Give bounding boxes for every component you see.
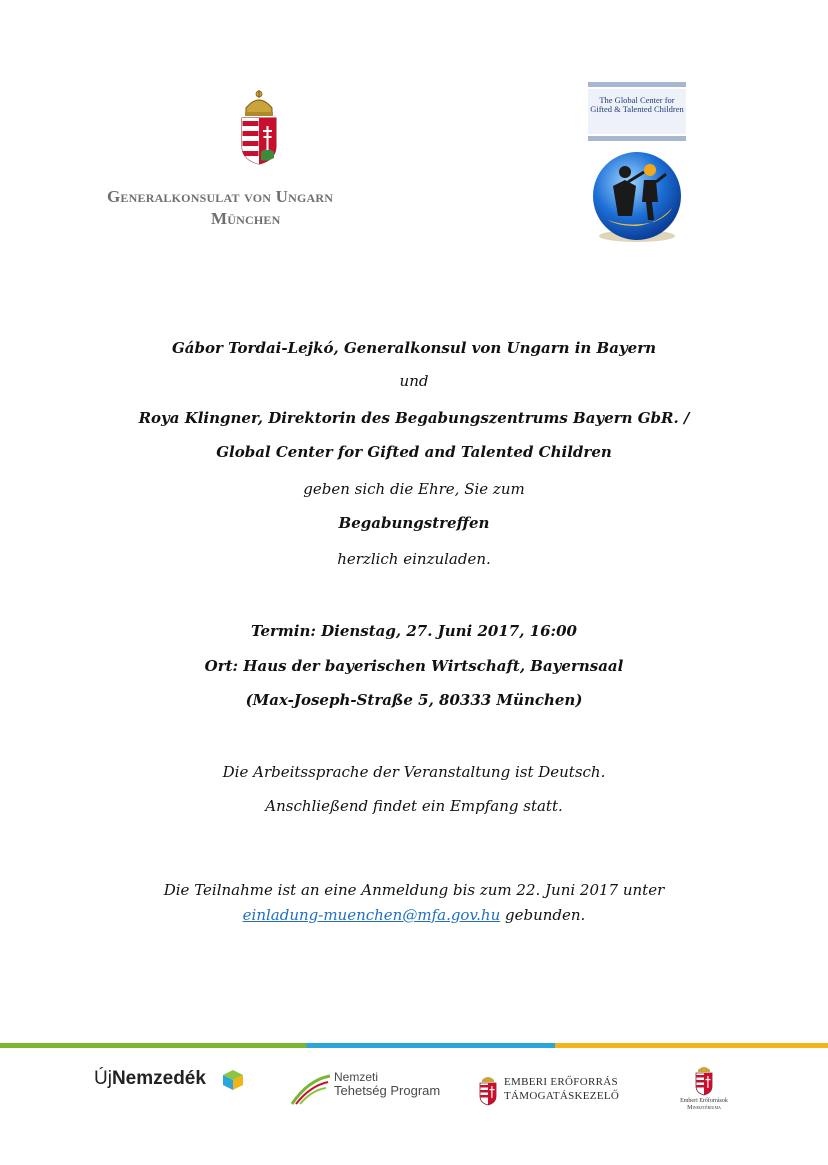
- conjunction-und: und: [399, 372, 429, 390]
- ministry-text-b: Minisztériuma: [687, 1105, 721, 1111]
- emberi-eroforras-tamogataskezelo-logo: [478, 1072, 638, 1110]
- host-1: Gábor Tordai-Lejkó, Generalkonsul von Ungarn in Bayern: [171, 339, 657, 357]
- global-center-logo: [586, 82, 688, 246]
- host-2-line-1: Roya Klingner, Direktorin des Begabungszentrums Bayern GbR. /: [138, 409, 690, 427]
- event-place: Ort: Haus der bayerischen Wirtschaft, Bayernsaal: [204, 657, 624, 675]
- coat-of-arms-small-icon: [478, 1074, 498, 1106]
- email-link[interactable]: einladung-muenchen@mfa.gov.hu: [242, 906, 501, 924]
- registration-tail: gebunden.: [500, 906, 586, 924]
- logo-bar-bottom: [588, 136, 686, 141]
- logo-bar-top: [588, 82, 686, 87]
- hungary-coat-of-arms-icon: [236, 88, 282, 166]
- consulate-city: München: [211, 209, 281, 228]
- uj-nemzedek-text-b: Nemzedék: [111, 1068, 206, 1089]
- cube-icon: [222, 1069, 244, 1091]
- nemzeti-text: Nemzeti: [334, 1070, 379, 1084]
- consulate-title: Generalkonsulat von Ungarn: [107, 187, 334, 206]
- footer-color-stripe: [0, 1043, 828, 1048]
- language-note: Die Arbeitssprache der Veranstaltung ist Deutsch.: [222, 763, 606, 781]
- event-name: Begabungstreffen: [338, 514, 490, 532]
- emberi-eroforrasok-miniszteriuma-logo: [664, 1064, 744, 1114]
- registration-line-2: [0, 905, 828, 925]
- tamogataskezelo-text: TÁMOGATÁSKEZELŐ: [504, 1090, 620, 1102]
- global-center-logo-text: The Global Center for Gifted & Talented Children: [590, 95, 684, 114]
- nemzeti-tehetseg-program-logo: [290, 1070, 450, 1110]
- consulate-name: [107, 186, 427, 230]
- honor-line: geben sich die Ehre, Sie zum: [303, 480, 525, 498]
- event-date: Termin: Dienstag, 27. Juni 2017, 16:00: [251, 622, 577, 640]
- host-2-line-2: Global Center for Gifted and Talented Children: [216, 443, 612, 461]
- eroforras-text: EMBERI ERŐFORRÁS: [504, 1076, 618, 1088]
- children-globe-icon: [588, 150, 686, 244]
- registration-line-1: Die Teilnahme ist an eine Anmeldung bis zum 22. Juni 2017 unter: [163, 881, 665, 899]
- ministry-text-a: Emberi Erőforrások: [680, 1098, 728, 1104]
- reception-note: Anschließend findet ein Empfang statt.: [265, 797, 563, 815]
- uj-nemzedek-text-a: Új: [94, 1068, 112, 1089]
- tehetseg-program-text: Tehetség Program: [334, 1083, 441, 1098]
- uj-nemzedek-logo: [94, 1068, 246, 1094]
- swoosh-icon: [290, 1070, 332, 1106]
- invite-line: herzlich einzuladen.: [337, 550, 491, 568]
- ministry-coat-of-arms-icon: [694, 1064, 714, 1096]
- event-address: (Max-Joseph-Straße 5, 80333 München): [245, 691, 583, 709]
